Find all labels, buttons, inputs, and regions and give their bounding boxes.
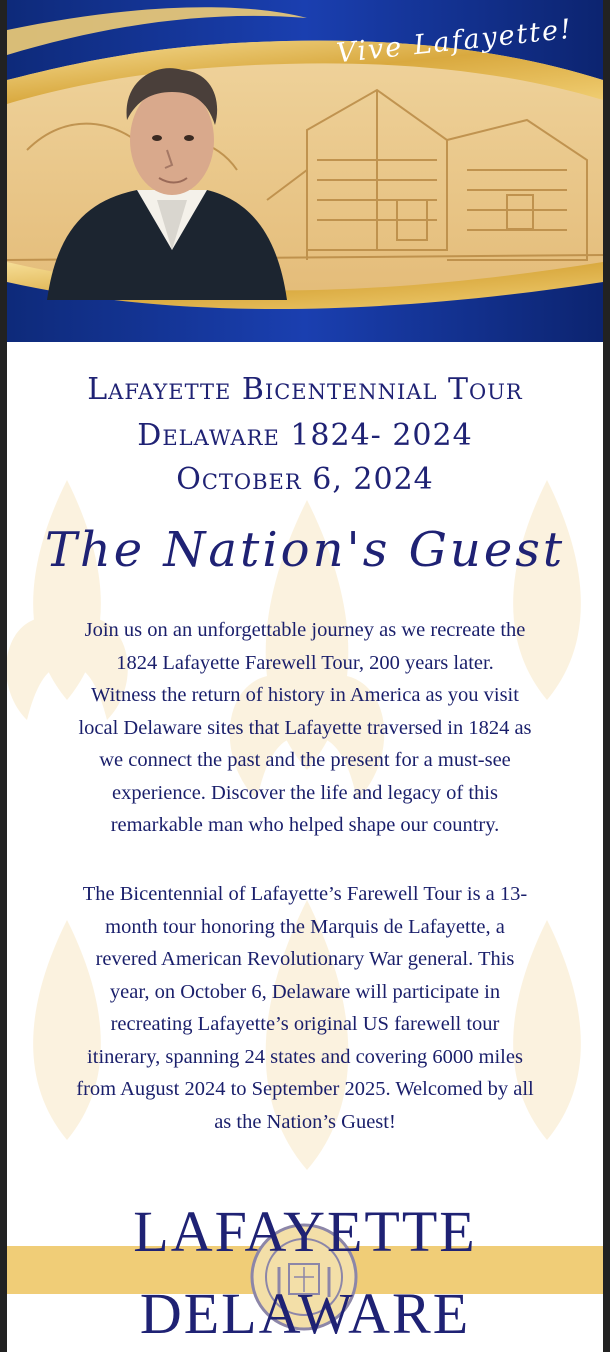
text-line: experience. Discover the life and legacy of this <box>112 781 498 804</box>
text-line: Join us on an unforgettable journey as we recreate the <box>84 619 526 641</box>
banner-artwork <box>7 0 603 342</box>
text-line: revered American Revolutionary War general. This <box>95 948 515 970</box>
footer-lafayette: LAFAYETTE <box>133 1199 477 1264</box>
text-line: as the Nation’s Guest! <box>214 1110 396 1133</box>
flyer <box>7 0 603 1352</box>
heading-date: October 6, 2024 <box>176 462 434 497</box>
text-line: itinerary, spanning 24 states and covering 6000 miles <box>87 1045 523 1068</box>
heading-delaware-years: Delaware 1824- 2024 <box>137 418 473 453</box>
text-line: local Delaware sites that Lafayette traversed in 1824 as <box>78 716 532 739</box>
frame-left <box>0 0 7 1352</box>
text-line: Witness the return of history in America as you visit <box>91 684 519 706</box>
frame-right <box>603 0 610 1352</box>
text-line: recreating Lafayette’s original US farewell tour <box>110 1013 500 1035</box>
footer-delaware: DELAWARE <box>139 1281 471 1346</box>
text-line: remarkable man who helped shape our country. <box>110 814 500 836</box>
text-line: month tour honoring the Marquis de Lafayette, a <box>105 915 505 938</box>
details-paragraph <box>21 878 589 1138</box>
intro-paragraph <box>21 614 589 842</box>
text-line: we connect the past and the present for a must-see <box>99 749 511 771</box>
subtitle-nations-guest: The Nation's Guest <box>44 522 566 578</box>
header-banner <box>7 0 603 342</box>
vive-lafayette-script: Vive Lafayette! <box>334 13 574 70</box>
text-line: year, on October 6, Delaware will participate in <box>109 980 501 1003</box>
text-line: from August 2024 to September 2025. Welcomed by all <box>76 1078 534 1100</box>
text-line: 1824 Lafayette Farewell Tour, 200 years later. <box>116 651 494 674</box>
heading-tour-title: Lafayette Bicentennial Tour <box>87 372 523 407</box>
text-line: The Bicentennial of Lafayette’s Farewell Tour is a 13- <box>82 883 528 905</box>
